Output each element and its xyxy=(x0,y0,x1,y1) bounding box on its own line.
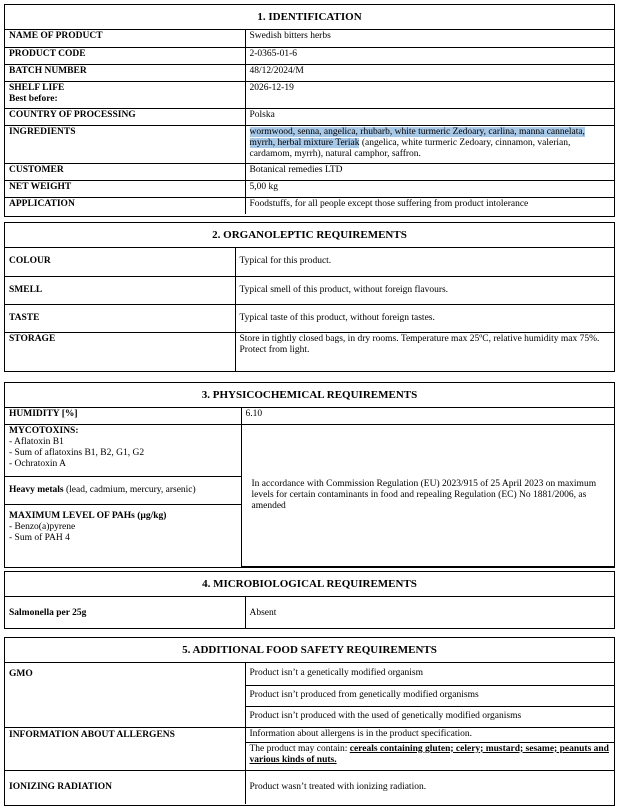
humidity-label: HUMIDITY [%] xyxy=(5,408,241,424)
gmo-value: Product isn’t produced with the used of genetically modified organisms xyxy=(245,706,614,727)
organoleptic-title: 2. ORGANOLEPTIC REQUIREMENTS xyxy=(5,223,614,248)
application-value: Foodstuffs, for all people except those suffering from product intolerance xyxy=(245,197,614,214)
physicochemical-table xyxy=(5,408,614,567)
allergens-list: cereals containing gluten; celery; mustard; sesame; peanuts and various kinds of nuts. xyxy=(249,743,609,765)
heavy-metals-label: Heavy metals xyxy=(9,484,64,495)
organoleptic-section xyxy=(4,222,615,372)
ingredients-value xyxy=(245,125,614,163)
table-row xyxy=(5,304,614,332)
table-row xyxy=(5,408,614,424)
salmonella-value: Absent xyxy=(245,597,614,629)
table-row xyxy=(5,64,614,81)
additional-safety-section xyxy=(4,637,615,806)
table-row xyxy=(5,125,614,163)
table-row xyxy=(5,727,614,742)
table-row xyxy=(5,424,614,476)
list-item: - Sum of aflatoxins B1, B2, G1, G2 xyxy=(9,447,145,458)
list-item: - Ochratoxin A xyxy=(9,458,66,469)
physicochemical-section xyxy=(4,382,615,568)
mycotoxins-cell xyxy=(5,424,241,476)
table-row xyxy=(5,332,614,372)
table-row xyxy=(5,197,614,214)
salmonella-label: Salmonella per 25g xyxy=(5,597,245,629)
list-item: - Benzo(a)pyrene xyxy=(9,521,76,532)
best-before-text: Best before: xyxy=(9,93,58,104)
shelf-life-label xyxy=(5,81,245,108)
taste-value: Typical taste of this product, without foreign tastes. xyxy=(235,304,614,332)
gmo-label: GMO xyxy=(5,663,245,727)
table-row xyxy=(5,663,614,685)
shelf-life-value: 2026-12-19 xyxy=(245,81,614,108)
microbiological-title: 4. MICROBIOLOGICAL REQUIREMENTS xyxy=(5,572,614,597)
table-row xyxy=(5,163,614,180)
organoleptic-table xyxy=(5,248,614,372)
smell-value: Typical smell of this product, without foreign flavours. xyxy=(235,276,614,304)
identification-table xyxy=(5,30,614,214)
mycotoxins-label: MYCOTOXINS: xyxy=(9,425,79,436)
allergens-may-contain xyxy=(245,742,614,770)
table-row xyxy=(5,30,614,47)
application-label: APPLICATION xyxy=(5,197,245,214)
storage-value: Store in tightly closed bags, in dry rooms. Temperature max 25ºC, relative humidity max 75%. Protect from light. xyxy=(235,332,614,372)
colour-value: Typical for this product. xyxy=(235,248,614,276)
physicochemical-title: 3. PHYSICOCHEMICAL REQUIREMENTS xyxy=(5,383,614,408)
product-code-value: 2-0365-01-6 xyxy=(245,47,614,64)
additional-safety-table xyxy=(5,663,614,804)
ionizing-radiation-label: IONIZING RADIATION xyxy=(5,770,245,804)
table-row xyxy=(5,248,614,276)
list-item: - Sum of PAH 4 xyxy=(9,532,70,543)
heavy-metals-detail: (lead, cadmium, mercury, arsenic) xyxy=(63,484,196,495)
additional-safety-title: 5. ADDITIONAL FOOD SAFETY REQUIREMENTS xyxy=(5,638,614,663)
microbiological-table xyxy=(5,597,614,629)
net-weight-label: NET WEIGHT xyxy=(5,180,245,197)
humidity-value: 6.10 xyxy=(241,408,614,424)
colour-label: COLOUR xyxy=(5,248,235,276)
gmo-value: Product isn’t produced from genetically modified organisms xyxy=(245,685,614,706)
country-label: COUNTRY OF PROCESSING xyxy=(5,108,245,125)
batch-number-value: 48/12/2024/M xyxy=(245,64,614,81)
shelf-life-text: SHELF LIFE xyxy=(9,82,65,93)
customer-value: Botanical remedies LTD xyxy=(245,163,614,180)
product-code-label: PRODUCT CODE xyxy=(5,47,245,64)
table-row xyxy=(5,47,614,64)
name-of-product-value: Swedish bitters herbs xyxy=(245,30,614,47)
taste-label: TASTE xyxy=(5,304,235,332)
allergens-value: Information about allergens is in the product specification. xyxy=(245,727,614,742)
heavy-metals-cell xyxy=(5,476,241,504)
list-item: - Aflatoxin B1 xyxy=(9,436,64,447)
gmo-value: Product isn’t a genetically modified organism xyxy=(245,663,614,685)
pahs-label: MAXIMUM LEVEL OF PAHs (µg/kg) xyxy=(9,510,167,521)
net-weight-value: 5,00 kg xyxy=(245,180,614,197)
ingredients-rest-text: (angelica, white turmeric Zedoary, cinnamon, valerian, cardamom, myrrh), natural camphor, saffron. xyxy=(249,137,571,159)
table-row xyxy=(5,276,614,304)
ingredients-selected-text[interactable]: wormwood, senna, angelica, rhubarb, white turmeric Zedoary, carlina, manna cannelata, myrrh, herbal mixture Teriak xyxy=(249,126,585,148)
table-row xyxy=(5,81,614,108)
table-row xyxy=(5,770,614,804)
storage-label: STORAGE xyxy=(5,332,235,372)
table-row xyxy=(5,180,614,197)
table-row xyxy=(5,597,614,629)
pahs-cell xyxy=(5,504,241,566)
country-value: Polska xyxy=(245,108,614,125)
customer-label: CUSTOMER xyxy=(5,163,245,180)
identification-section xyxy=(4,4,615,217)
ionizing-radiation-value: Product wasn’t treated with ionizing radiation. xyxy=(245,770,614,804)
ingredients-label: INGREDIENTS xyxy=(5,125,245,163)
identification-title: 1. IDENTIFICATION xyxy=(5,5,614,30)
table-row xyxy=(5,108,614,125)
name-of-product-label: NAME OF PRODUCT xyxy=(5,30,245,47)
microbiological-section xyxy=(4,571,615,629)
batch-number-label: BATCH NUMBER xyxy=(5,64,245,81)
allergens-label: INFORMATION ABOUT ALLERGENS xyxy=(5,727,245,770)
allergens-prefix: The product may contain: xyxy=(249,743,350,754)
regulation-value: In accordance with Commission Regulation (EU) 2023/915 of 25 April 2023 on maximum levels for certain contaminants in food and repealing Regulation (EC) No 1881/2006, as amended xyxy=(241,424,614,566)
smell-label: SMELL xyxy=(5,276,235,304)
